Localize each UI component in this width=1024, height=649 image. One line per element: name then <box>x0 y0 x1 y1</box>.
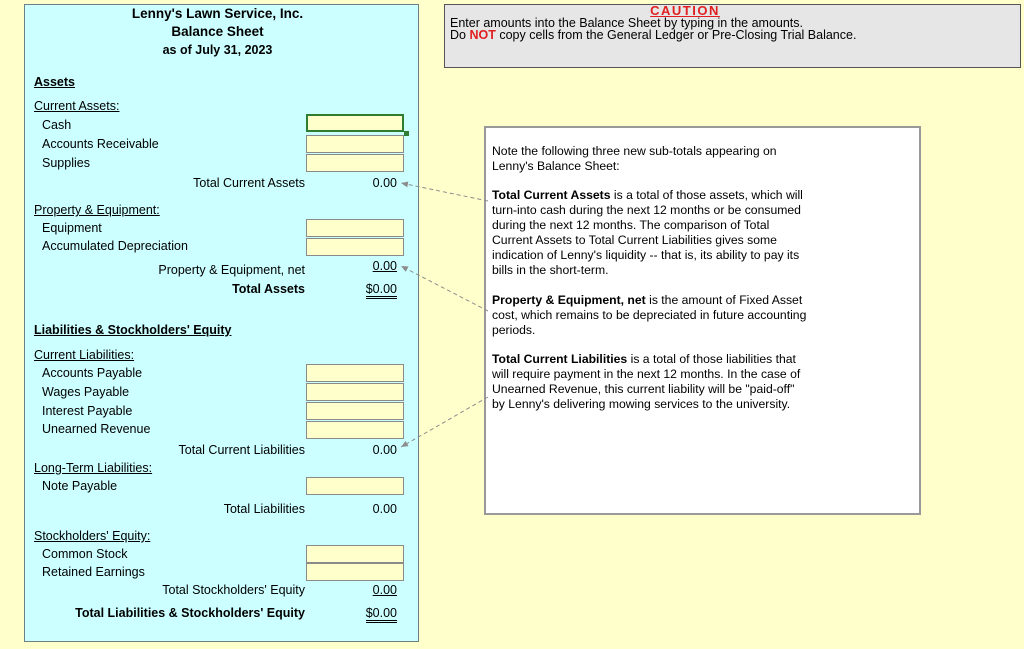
total-liabilities-equity-label: Total Liabilities & Stockholders' Equity <box>75 606 305 620</box>
interest-payable-input[interactable] <box>306 402 404 420</box>
total-stockholders-equity-value: 0.00 <box>372 583 397 597</box>
total-current-liabilities-value: 0.00 <box>372 443 397 457</box>
note-payable-input[interactable] <box>306 477 404 495</box>
stockholders-equity-heading: Stockholders' Equity: <box>34 529 151 543</box>
cash-label: Cash <box>42 118 72 132</box>
caution-box <box>444 4 1021 68</box>
wages-payable-input[interactable] <box>306 383 404 401</box>
fill-handle[interactable] <box>404 131 409 136</box>
current-assets-heading: Current Assets: <box>34 99 120 113</box>
supplies-input[interactable] <box>306 154 404 172</box>
property-equipment-heading: Property & Equipment: <box>34 203 160 217</box>
accounts-receivable-label: Accounts Receivable <box>42 137 159 151</box>
retained-earnings-label: Retained Earnings <box>42 565 145 579</box>
interest-payable-label: Interest Payable <box>42 404 133 418</box>
subtotals-note-box <box>484 126 921 515</box>
sheet-title: Balance Sheet <box>171 24 264 39</box>
company-name: Lenny's Lawn Service, Inc. <box>131 6 304 21</box>
unearned-revenue-input[interactable] <box>306 421 404 439</box>
accounts-receivable-input[interactable] <box>306 135 404 153</box>
caution-title: CAUTION <box>650 3 720 18</box>
common-stock-label: Common Stock <box>42 547 128 561</box>
note-property-equipment-net: Property & Equipment, net is the amount of Fixed Asset cost, which remains to be depreciated in future accounting periods. <box>492 293 807 337</box>
equipment-label: Equipment <box>42 221 102 235</box>
balance-sheet-panel <box>24 4 419 642</box>
property-equipment-net-label: Property & Equipment, net <box>158 263 305 277</box>
sheet-date: as of July 31, 2023 <box>162 43 273 57</box>
total-liabilities-equity-value: $0.00 <box>347 606 397 620</box>
note-payable-label: Note Payable <box>42 479 118 493</box>
accounts-payable-label: Accounts Payable <box>42 366 143 380</box>
note-total-current-liabilities: Total Current Liabilities is a total of those liabilities that will require payment in the next 12 months. In the case of Unearned Revenue, this current liability will be "paid-off" by Lenny's delivering mowing services to the university. <box>492 352 801 411</box>
note-intro: Note the following three new sub-totals appearing on Lenny's Balance Sheet: <box>492 144 777 173</box>
note-total-current-assets: Total Current Assets is a total of those assets, which will turn-into cash during the next 12 months or be consumed during the next 12 months. The comparison of Total Current Assets to Total Current Liabilities gives some indication of Lenny's liquidity -- that is, its ability to pay its bills in the short-term. <box>492 188 803 277</box>
caution-line-1: Enter amounts into the Balance Sheet by typing in the amounts. <box>450 16 803 30</box>
current-liabilities-heading: Current Liabilities: <box>34 348 135 362</box>
assets-heading: Assets <box>34 75 75 89</box>
unearned-revenue-label: Unearned Revenue <box>42 422 151 436</box>
total-current-liabilities-label: Total Current Liabilities <box>178 443 305 457</box>
accumulated-depreciation-input[interactable] <box>306 238 404 256</box>
total-assets-value: $0.00 <box>347 282 397 296</box>
cash-input[interactable] <box>306 114 404 132</box>
total-current-assets-value: 0.00 <box>372 176 397 190</box>
caution-not-emphasis: NOT <box>469 28 496 42</box>
total-liabilities-label: Total Liabilities <box>223 502 305 516</box>
equipment-input[interactable] <box>306 219 404 237</box>
total-stockholders-equity-label: Total Stockholders' Equity <box>162 583 305 597</box>
total-current-assets-label: Total Current Assets <box>193 176 305 190</box>
retained-earnings-input[interactable] <box>306 563 404 581</box>
accounts-payable-input[interactable] <box>306 364 404 382</box>
total-assets-label: Total Assets <box>232 282 305 296</box>
long-term-liabilities-heading: Long-Term Liabilities: <box>34 461 153 475</box>
supplies-label: Supplies <box>42 156 90 170</box>
liabilities-equity-heading: Liabilities & Stockholders' Equity <box>34 323 232 337</box>
total-liabilities-value: 0.00 <box>372 502 397 516</box>
caution-line-2: Do NOT copy cells from the General Ledger or Pre-Closing Trial Balance. <box>450 28 857 42</box>
property-equipment-net-value: 0.00 <box>372 259 397 273</box>
common-stock-input[interactable] <box>306 545 404 563</box>
accumulated-depreciation-label: Accumulated Depreciation <box>42 239 188 253</box>
wages-payable-label: Wages Payable <box>42 385 130 399</box>
